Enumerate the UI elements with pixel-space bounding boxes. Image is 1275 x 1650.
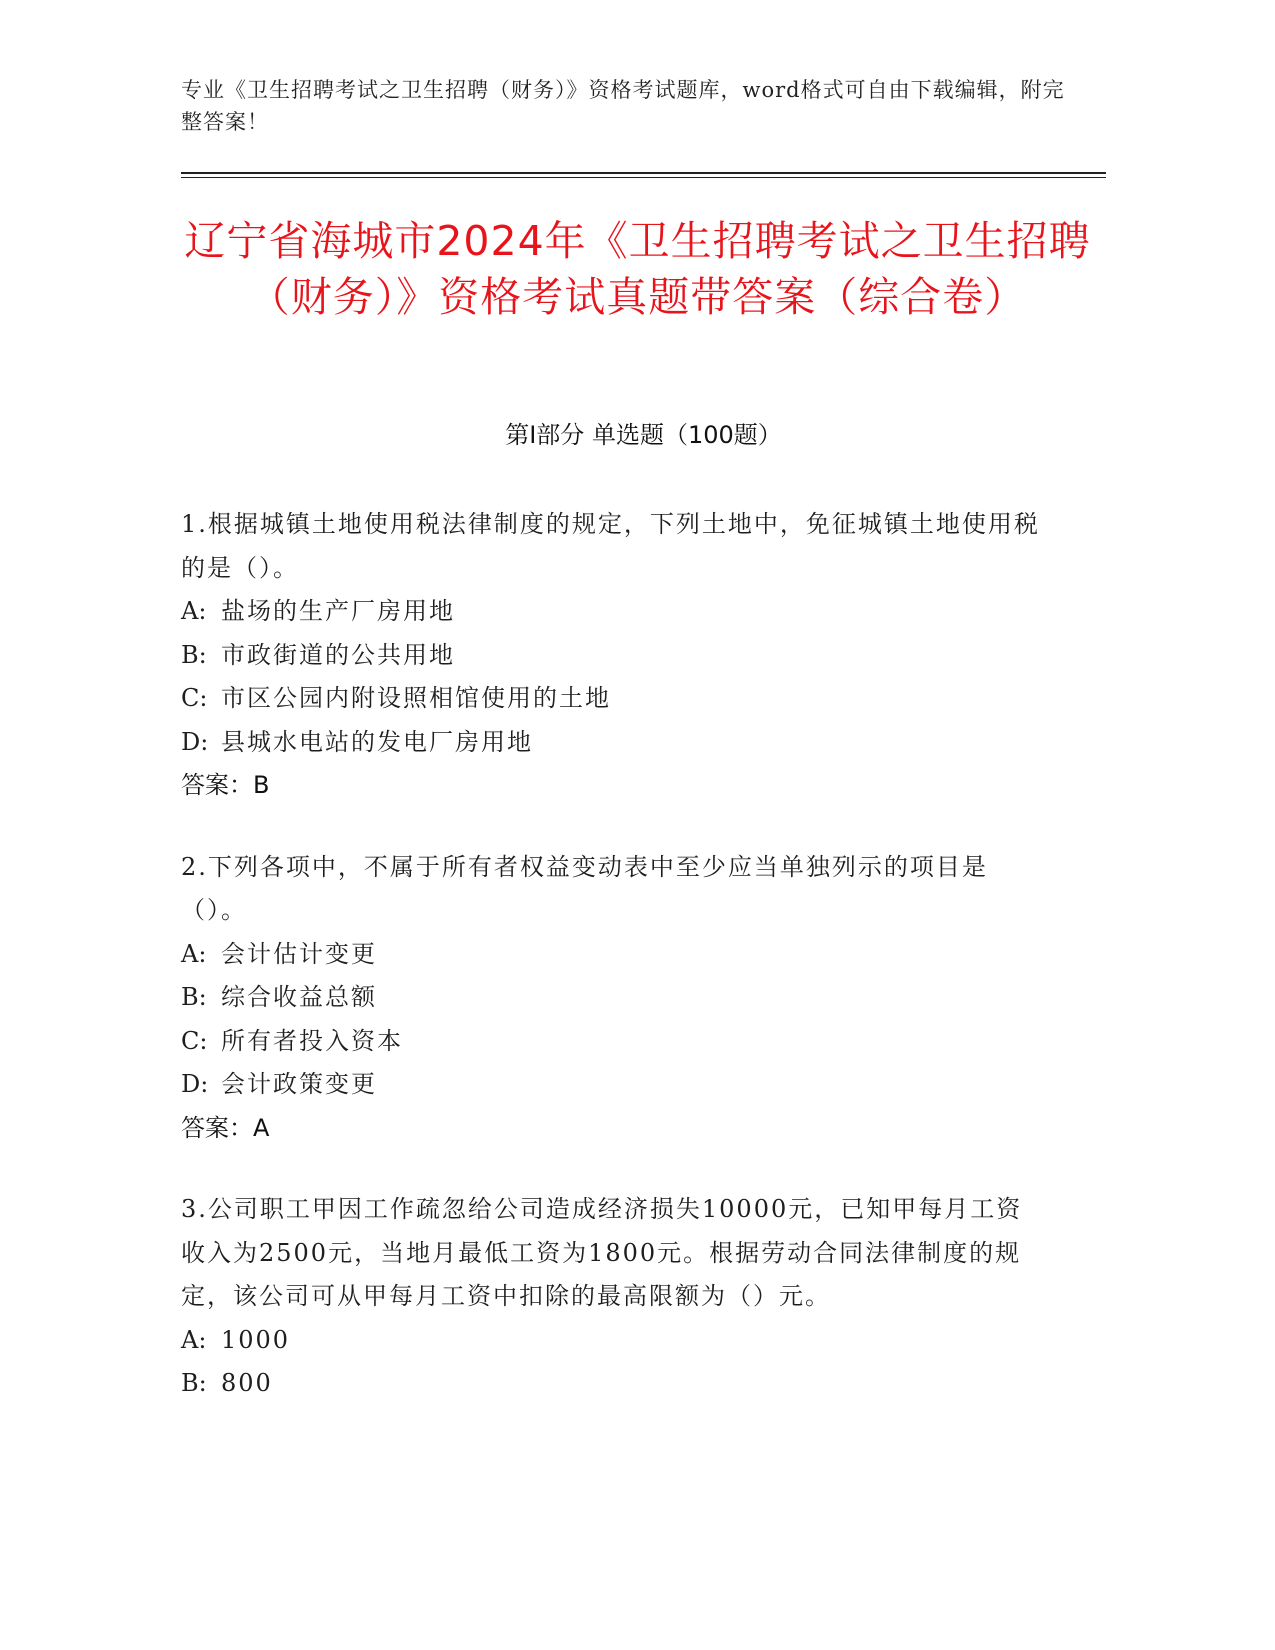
question-stem: 2.下列各项中，不属于所有者权益变动表中至少应当单独列示的项目是（）。 (181, 852, 988, 924)
answer-line: 答案：A (181, 1113, 270, 1142)
option-letter: B: (181, 1369, 207, 1397)
option-letter: A: (181, 1325, 207, 1354)
option-a (181, 590, 1041, 634)
option-letter: C: (181, 684, 208, 712)
question-stem: 3.公司职工甲因工作疏忽给公司造成经济损失10000元，已知甲每月工资收入为2500元，当地月最低工资为1800元。根据劳动合同法律制度的规定，该公司可从甲每月工资中扣除的最高限额为（）元。 (181, 1195, 1023, 1310)
question-list (181, 503, 1041, 1444)
option-letter: B: (181, 640, 207, 669)
option-text: 综合收益总额 (221, 983, 377, 1011)
option-letter: A: (181, 939, 207, 968)
option-letter: A: (181, 597, 207, 625)
option-b (181, 634, 1041, 678)
header-divider-thick (181, 172, 1106, 174)
option-a (181, 1319, 1041, 1363)
question-stem: 1.根据城镇土地使用税法律制度的规定，下列土地中，免征城镇土地使用税的是（）。 (181, 510, 1040, 582)
option-a (181, 933, 1041, 977)
option-letter: D: (181, 727, 209, 756)
section-title: 第I部分 单选题（100题） (505, 421, 782, 449)
option-text: 会计政策变更 (221, 1070, 377, 1098)
option-c (181, 677, 1041, 721)
question-2 (181, 846, 1041, 1151)
header-note: 专业《卫生招聘考试之卫生招聘（财务）》资格考试题库，word格式可自由下载编辑，附完整答案！ (181, 78, 1065, 134)
question-1 (181, 503, 1041, 808)
option-text: 所有者投入资本 (221, 1026, 403, 1055)
option-letter: D: (181, 1070, 209, 1098)
option-text: 800 (221, 1369, 273, 1397)
option-text: 会计估计变更 (221, 939, 377, 968)
option-text: 盐场的生产厂房用地 (221, 597, 455, 625)
option-text: 市区公园内附设照相馆使用的土地 (221, 684, 611, 712)
option-b (181, 1362, 1041, 1406)
question-3 (181, 1188, 1041, 1406)
option-letter: B: (181, 983, 207, 1011)
option-text: 县城水电站的发电厂房用地 (221, 727, 533, 756)
option-b (181, 976, 1041, 1020)
header-divider-thin (181, 177, 1106, 178)
option-d (181, 1063, 1041, 1107)
option-text: 市政街道的公共用地 (221, 640, 455, 669)
document-title: 辽宁省海城市2024年《卫生招聘考试之卫生招聘（财务）》资格考试真题带答案（综合卷） (184, 217, 1091, 321)
option-d (181, 721, 1041, 765)
option-c (181, 1020, 1041, 1064)
option-letter: C: (181, 1026, 208, 1055)
answer-line: 答案：B (181, 771, 270, 799)
option-text: 1000 (221, 1325, 291, 1354)
